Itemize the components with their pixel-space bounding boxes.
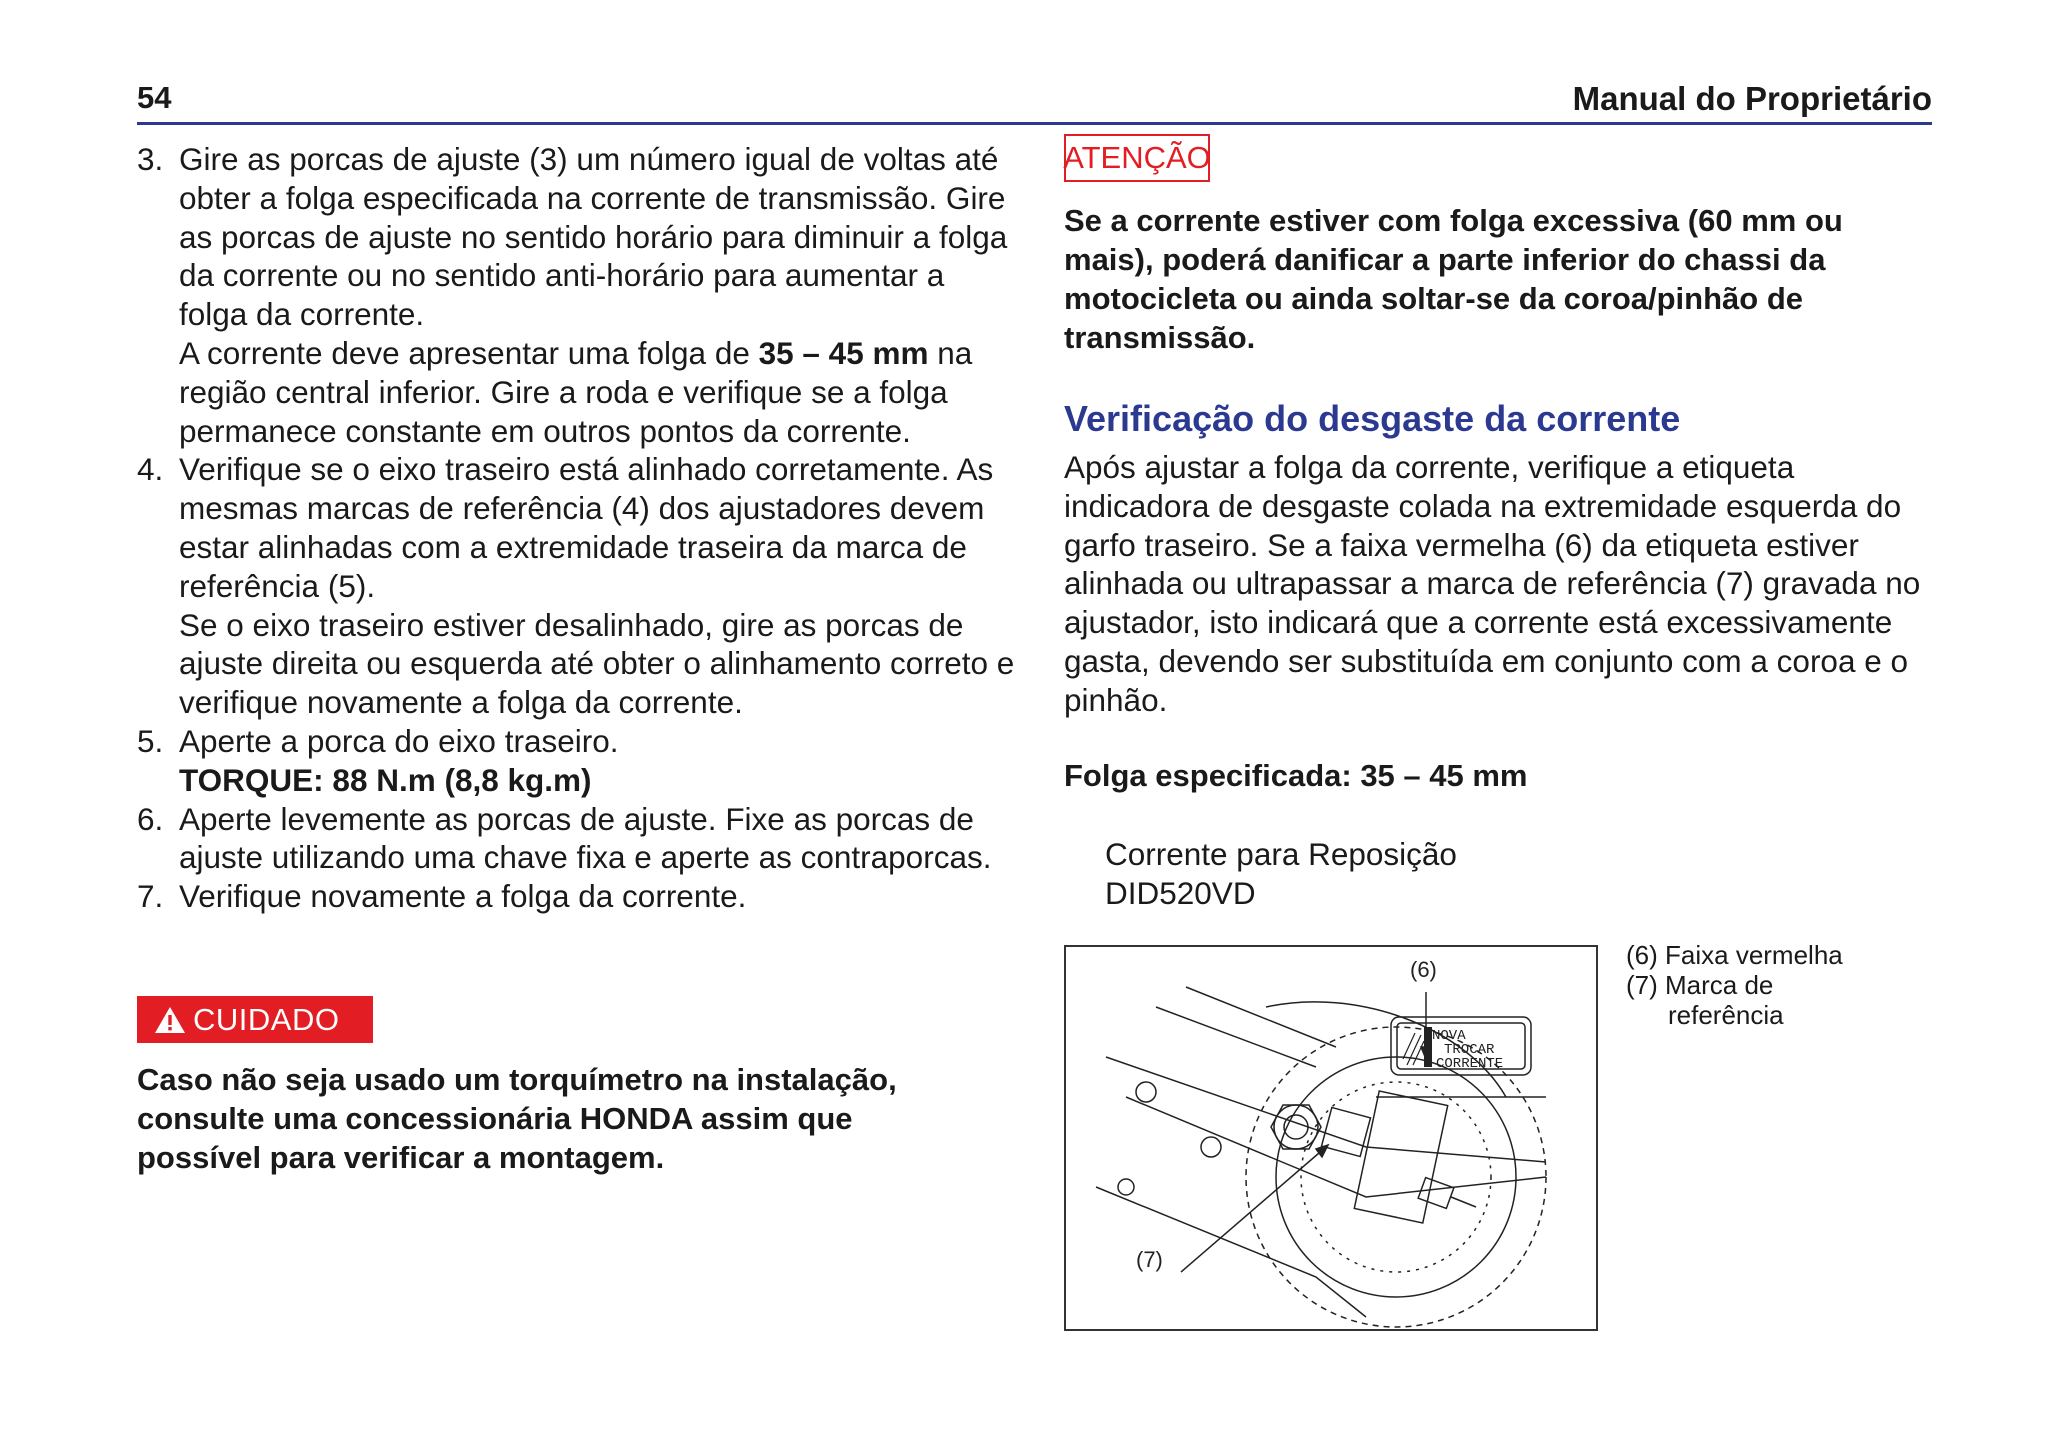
attention-label: ATENÇÃO [1063, 140, 1211, 175]
replacement-chain-label [1105, 835, 1457, 913]
manual-title: Manual do Proprietário [1572, 80, 1932, 117]
legend-text: Faixa vermelha [1665, 940, 1843, 970]
step-number: 7. [137, 878, 164, 915]
swingarm-illustration [1066, 947, 1596, 1329]
step-text: Aperte levemente as porcas de ajuste. Fixe as porcas de ajuste utilizando uma chave fixa e aperte as contraporcas. [179, 800, 992, 876]
figure-label-line1: NOVA [1432, 1028, 1466, 1044]
step-7 [137, 877, 1017, 916]
step-text: Verifique novamente a folga da corrente. [179, 878, 747, 915]
caution-label: CUIDADO [193, 1001, 340, 1037]
step-number: 3. [137, 141, 164, 177]
step-text: Aperte a porca do eixo traseiro. [179, 722, 619, 759]
figure-legend [1626, 940, 1843, 1030]
slack-post: na região central inferior. Gire a roda e verifique se a folga permanece constante em outros pontos da corrente. [179, 334, 973, 449]
step-slack-text [179, 334, 1017, 450]
caution-text: Caso não seja usado um torquímetro na instalação, consulte uma concessionária HONDA assim que possível para verificar a montagem. [137, 1062, 897, 1175]
figure-label-line2: TROCAR [1444, 1042, 1495, 1058]
slack-pre: A corrente deve apresentar uma folga de [179, 334, 759, 371]
header-divider [137, 122, 1932, 125]
step-text: Gire as porcas de ajuste (3) um número igual de voltas até obter a folga especificada na corrente de transmissão. Gire as porcas de ajuste no sentido horário para diminuir a folga da corrente ou no sentido anti-horário para aumentar a folga da corrente. [179, 141, 1008, 333]
step-number: 4. [137, 451, 164, 488]
legend-text: Marca de [1665, 970, 1774, 1000]
legend-item-6 [1626, 940, 1843, 970]
figure-label-line3: CORRENTE [1436, 1056, 1504, 1072]
figure-callout-7: (7) [1136, 1247, 1163, 1272]
legend-number: (7) [1626, 970, 1658, 1000]
torque-spec [179, 761, 1017, 800]
warning-triangle-icon [153, 1005, 187, 1035]
step-text: Se o eixo traseiro estiver desalinhado, gire as porcas de ajuste direita ou esquerda até obter o alinhamento correto e verifique novamente a folga da corrente. [179, 606, 1015, 721]
chain-label-line2: DID520VD [1105, 875, 1256, 911]
section-title: Verificação do desgaste da corrente [1064, 398, 1681, 439]
chain-wear-figure [1064, 945, 1598, 1331]
step-5 [137, 722, 1017, 800]
step-text: Verifique se o eixo traseiro está alinhado corretamente. As mesmas marcas de referência (4) dos ajustadores devem estar alinhadas com a extremidade traseira da marca de referência (5). [179, 451, 994, 604]
left-column [137, 140, 1017, 916]
step-number: 5. [137, 722, 164, 759]
slack-value: 35 – 45 mm [758, 334, 929, 371]
slack-spec: Folga especificada: 35 – 45 mm [1064, 758, 1528, 793]
step-4 [137, 450, 1017, 722]
page-number: 54 [137, 80, 172, 115]
legend-item-7 [1626, 970, 1843, 1000]
step-6 [137, 800, 1017, 878]
legend-item-7-continued: referência [1668, 1000, 1784, 1030]
chain-label-line1: Corrente para Reposição [1105, 836, 1457, 872]
legend-number: (6) [1626, 940, 1658, 970]
step-3 [137, 140, 1017, 450]
caution-badge [137, 996, 373, 1043]
section-body: Após ajustar a folga da corrente, verifique a etiqueta indicadora de desgaste colada na extremidade esquerda do garfo traseiro. Se a faixa vermelha (6) da etiqueta estiver alinhada ou ultrapassar a marca de referência (7) gravada no ajustador, isto indicará que a corrente está excessivamente gasta, devendo ser substituída em conjunto com a coroa e o pinhão. [1064, 449, 1921, 718]
attention-text: Se a corrente estiver com folga excessiva (60 mm ou mais), poderá danificar a parte inferior do chassi da motocicleta ou ainda soltar-se da coroa/pinhão de transmissão. [1064, 203, 1843, 355]
figure-callout-6: (6) [1410, 957, 1437, 982]
step-number: 6. [137, 800, 164, 837]
attention-badge [1064, 134, 1210, 182]
torque-value: TORQUE: 88 N.m (8,8 kg.m) [179, 761, 592, 798]
